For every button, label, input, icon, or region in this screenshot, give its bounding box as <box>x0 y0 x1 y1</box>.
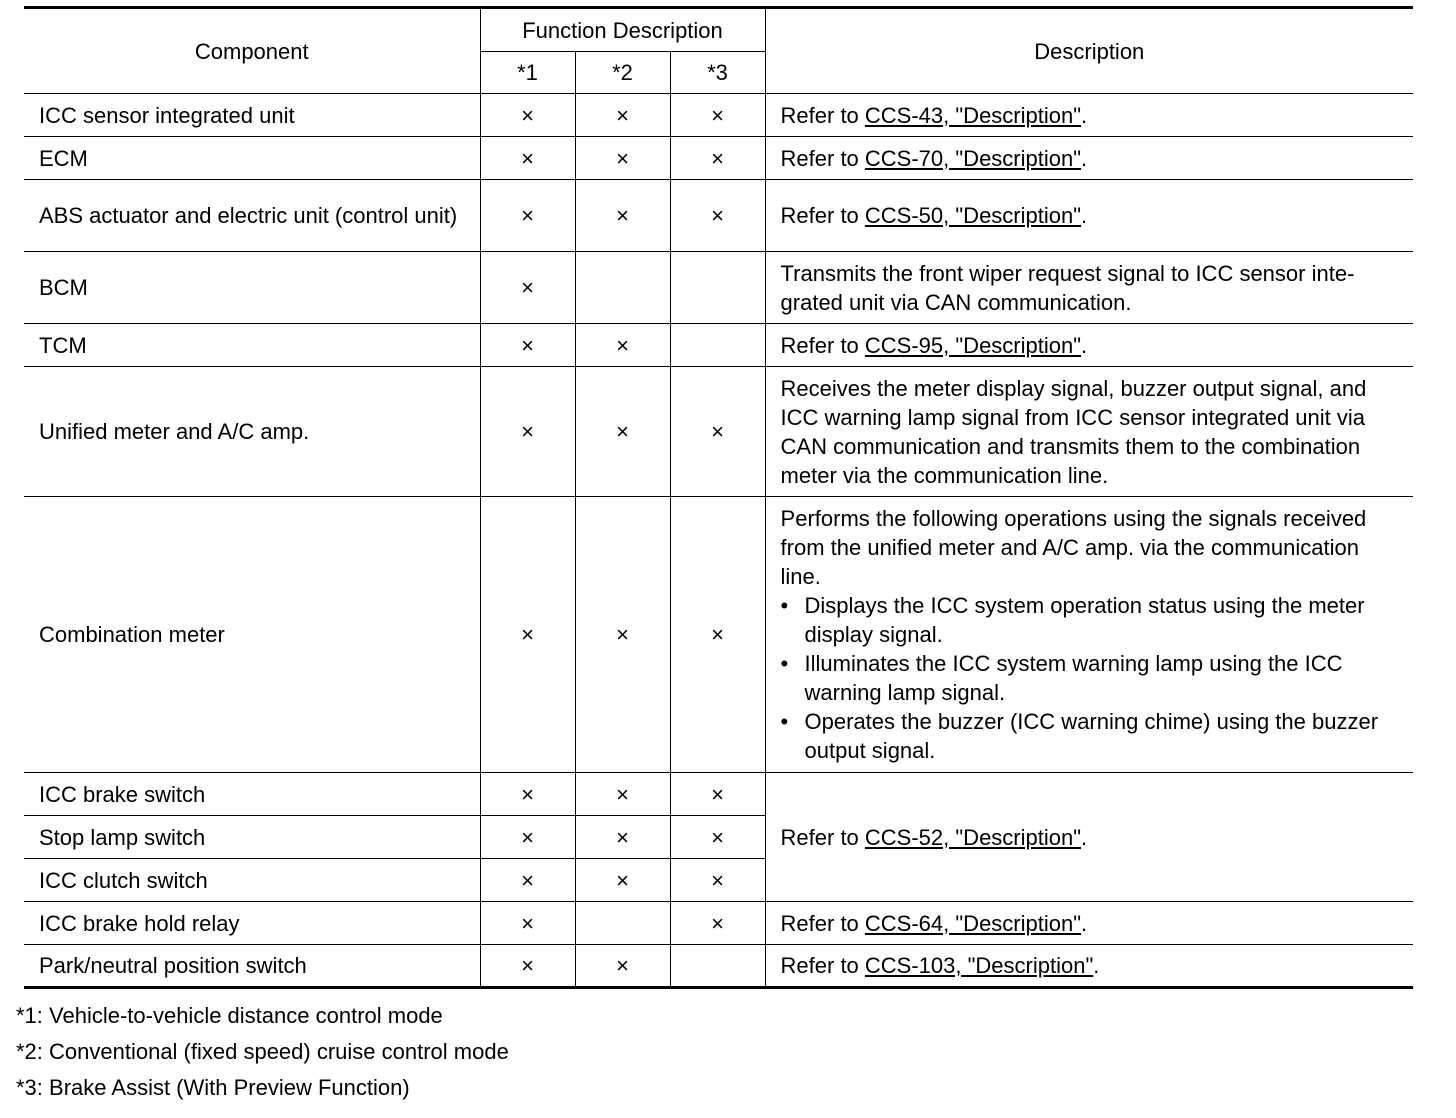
mode-1-mark: × <box>480 94 575 137</box>
mode-3-mark: × <box>670 367 765 497</box>
description-prefix: Refer to <box>780 203 865 228</box>
mode-2-mark <box>575 902 670 945</box>
table-row <box>24 94 1413 137</box>
table-row <box>24 902 1413 945</box>
footnote-2: *2: Conventional (fixed speed) cruise control mode <box>16 1039 509 1064</box>
table-row <box>24 367 1413 497</box>
reference-link[interactable]: CCS-70, "Description" <box>864 145 1082 171</box>
mode-3-mark: × <box>670 180 765 252</box>
table-row <box>24 137 1413 180</box>
description-text: Transmits the front wiper request signal to ICC sensor inte-grated unit via CAN communication. <box>765 252 1413 324</box>
mode-3-mark <box>670 252 765 324</box>
mode-2-mark: × <box>575 180 670 252</box>
description-cell <box>765 180 1413 252</box>
description-cell <box>765 945 1413 988</box>
mode-2-mark: × <box>575 94 670 137</box>
mode-2-mark: × <box>575 816 670 859</box>
mode-3-mark: × <box>670 773 765 816</box>
mode-3-mark: × <box>670 137 765 180</box>
component-name: Unified meter and A/C amp. <box>24 367 480 497</box>
header-component: Component <box>24 8 480 94</box>
mode-2-mark: × <box>575 324 670 367</box>
reference-link[interactable]: CCS-50, "Description" <box>864 203 1082 228</box>
table-row <box>24 945 1413 988</box>
description-prefix: Refer to <box>780 145 865 171</box>
component-name: TCM <box>24 324 480 367</box>
description-cell <box>765 902 1413 945</box>
description-prefix: Refer to <box>780 910 865 936</box>
footnote-3: *3: Brake Assist (With Preview Function) <box>16 1075 410 1100</box>
mode-1-mark: × <box>480 324 575 367</box>
mode-1-mark: × <box>480 137 575 180</box>
table-row <box>24 497 1413 773</box>
description-text: Performs the following operations using the signals received from the unified meter and A/C amp. via the communication line. <box>780 506 1367 589</box>
description-prefix: Refer to <box>780 824 865 850</box>
reference-link[interactable]: CCS-103, "Description" <box>864 953 1094 978</box>
description-suffix: . <box>1093 953 1100 978</box>
reference-link[interactable]: CCS-43, "Description" <box>864 102 1082 128</box>
header-mode-2: *2 <box>575 52 670 94</box>
bullet-item: • Displays the ICC system operation status using the meter display signal. <box>781 591 1404 649</box>
mode-2-mark: × <box>575 497 670 773</box>
header-mode-3: *3 <box>670 52 765 94</box>
mode-1-mark: × <box>480 497 575 773</box>
component-name: BCM <box>24 252 480 324</box>
description-suffix: . <box>1081 332 1088 358</box>
mode-2-mark: × <box>575 367 670 497</box>
mode-3-mark: × <box>670 859 765 902</box>
mode-1-mark: × <box>480 945 575 988</box>
reference-link[interactable]: CCS-64, "Description" <box>864 910 1082 936</box>
header-mode-1: *1 <box>480 52 575 94</box>
component-name: Stop lamp switch <box>24 816 480 859</box>
mode-1-mark: × <box>480 859 575 902</box>
header-function-description: Function Description <box>480 8 765 52</box>
description-prefix: Refer to <box>780 332 865 358</box>
mode-2-mark: × <box>575 137 670 180</box>
mode-3-mark: × <box>670 816 765 859</box>
mode-3-mark <box>670 945 765 988</box>
description-cell <box>765 137 1413 180</box>
component-function-table <box>24 6 1413 989</box>
mode-3-mark <box>670 324 765 367</box>
footnotes <box>16 998 509 1106</box>
description-suffix: . <box>1081 910 1088 936</box>
mode-2-mark: × <box>575 859 670 902</box>
description-prefix: Refer to <box>780 953 865 978</box>
bullet-item: • Operates the buzzer (ICC warning chime) using the buzzer output signal. <box>781 707 1404 765</box>
component-name: ICC brake switch <box>24 773 480 816</box>
description-suffix: . <box>1081 145 1088 171</box>
description-text: Receives the meter display signal, buzzer output signal, and ICC warning lamp signal from ICC sensor integrated unit via CAN communication and transmits them to the combination meter via the communication line. <box>765 367 1413 497</box>
mode-2-mark: × <box>575 773 670 816</box>
header-description: Description <box>765 8 1413 94</box>
table-row <box>24 773 1413 816</box>
component-name: ECM <box>24 137 480 180</box>
mode-2-mark <box>575 252 670 324</box>
description-bullet-list <box>781 591 1404 765</box>
mode-1-mark: × <box>480 367 575 497</box>
table-row <box>24 252 1413 324</box>
mode-3-mark: × <box>670 902 765 945</box>
reference-link[interactable]: CCS-52, "Description" <box>864 824 1082 850</box>
reference-link[interactable]: CCS-95, "Description" <box>864 332 1082 358</box>
component-name: ICC brake hold relay <box>24 902 480 945</box>
mode-1-mark: × <box>480 816 575 859</box>
description-prefix: Refer to <box>780 102 865 128</box>
component-name: Combination meter <box>24 497 480 773</box>
description-suffix: . <box>1081 203 1088 228</box>
mode-1-mark: × <box>480 180 575 252</box>
component-name: ABS actuator and electric unit (control unit) <box>24 180 480 252</box>
description-cell <box>765 324 1413 367</box>
mode-1-mark: × <box>480 773 575 816</box>
description-cell <box>765 94 1413 137</box>
mode-3-mark: × <box>670 94 765 137</box>
description-suffix: . <box>1081 824 1088 850</box>
mode-2-mark: × <box>575 945 670 988</box>
mode-3-mark: × <box>670 497 765 773</box>
table-row <box>24 324 1413 367</box>
description-suffix: . <box>1081 102 1088 128</box>
description-cell <box>765 773 1413 902</box>
mode-1-mark: × <box>480 252 575 324</box>
mode-1-mark: × <box>480 902 575 945</box>
footnote-1: *1: Vehicle-to-vehicle distance control mode <box>16 1003 443 1028</box>
component-name: ICC clutch switch <box>24 859 480 902</box>
bullet-item: • Illuminates the ICC system warning lamp using the ICC warning lamp signal. <box>781 649 1404 707</box>
component-name: Park/neutral position switch <box>24 945 480 988</box>
table-row <box>24 180 1413 252</box>
description-cell <box>765 497 1413 773</box>
component-name: ICC sensor integrated unit <box>24 94 480 137</box>
